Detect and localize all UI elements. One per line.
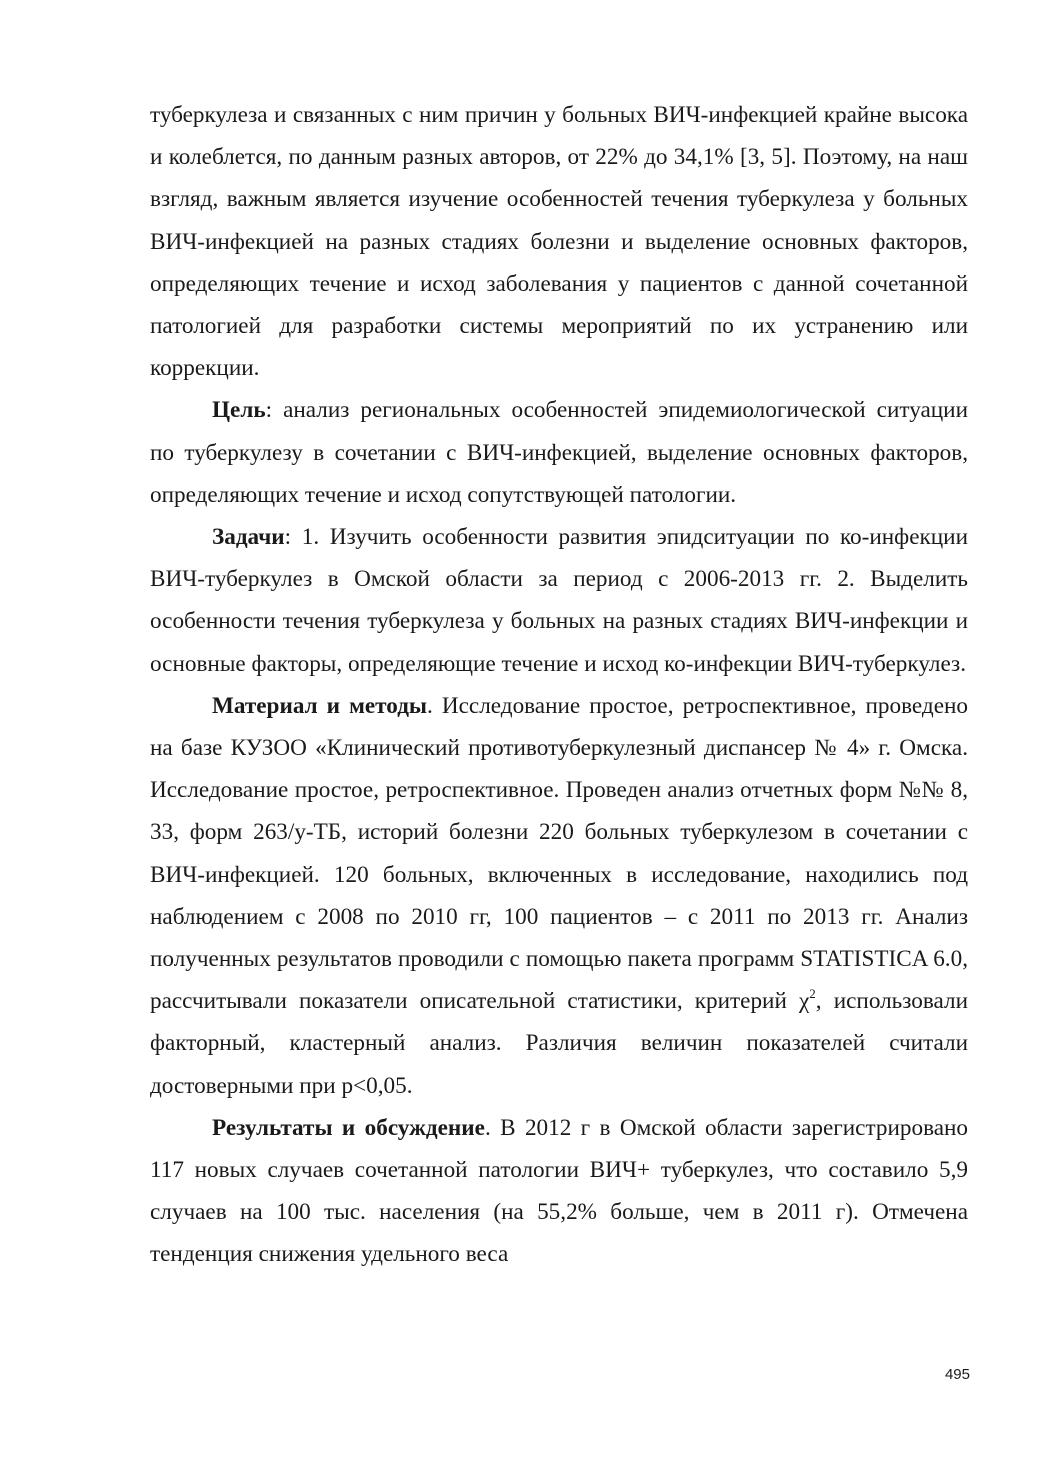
tasks-text: : 1. Изучить особенности развития эпидситуации по ко-инфекции ВИЧ-туберкулез в Омской области за период с 2006-2013 гг. 2. Выделить особенности течения туберкулеза у больных на разных стадиях ВИЧ-инфекции и основные факторы, определяющие течение и исход ко-инфекции ВИЧ-туберкулез. bbox=[150, 524, 968, 677]
methods-text-continued: , использовали факторный, кластерный анализ. Различия величин показателей считали достоверными при р<0,05. bbox=[150, 988, 968, 1099]
page-number: 495 bbox=[944, 1366, 970, 1383]
chi-superscript: 2 bbox=[809, 986, 816, 1002]
paragraph-methods bbox=[150, 685, 968, 1107]
paragraph-tasks bbox=[150, 516, 968, 685]
results-text: . В 2012 г в Омской области зарегистрировано 117 новых случаев сочетанной патологии ВИЧ+ туберкулез, что составило 5,9 случаев на 100 тыс. населения (на 55,2% больше, чем в 2011 г). Отмечена тенденция снижения удельного веса bbox=[150, 1114, 969, 1268]
goal-text: : анализ региональных особенностей эпидемиологической ситуации по туберкулезу в сочетании с ВИЧ-инфекцией, выделение основных факторов, определяющих течение и исход сопутствующей патологии. bbox=[150, 397, 968, 508]
results-heading: Результаты и обсуждение bbox=[212, 1114, 485, 1141]
document-body bbox=[150, 94, 968, 1276]
tasks-heading: Задачи bbox=[212, 524, 285, 551]
paragraph-goal bbox=[150, 389, 968, 516]
paragraph-results bbox=[150, 1107, 968, 1276]
methods-text: . Исследование простое, ретроспективное, проведено на базе КУЗОО «Клинический противотуберкулезный диспансер № 4» г. Омска. Исследование простое, ретроспективное. Проведен анализ отчетных форм №№ 8, 33, форм 263/у-ТБ, историй болезни 220 больных туберкулезом в сочетании с ВИЧ-инфекцией. 120 больных, включенных в исследование, находились под наблюдением с 2008 по 2010 гг, 100 пациентов – с 2011 по 2013 гг. Анализ полученных результатов проводили с помощью пакета программ STATISTICA 6.0, рассчитывали показатели описательной статистики, критерий bbox=[150, 692, 968, 1015]
goal-heading: Цель bbox=[212, 397, 266, 424]
paragraph-intro: туберкулеза и связанных с ним причин у больных ВИЧ-инфекцией крайне высока и колеблется, по данным разных авторов, от 22% до 34,1% [3, 5]. Поэтому, на наш взгляд, важным является изучение особенностей течения туберкулеза у больных ВИЧ-инфекцией на разных стадиях болезни и выделение основных факторов, определяющих течение и исход заболевания у пациентов с данной сочетанной патологией для разработки системы мероприятий по их устранению или коррекции. bbox=[150, 102, 968, 382]
methods-heading: Материал и методы bbox=[212, 692, 428, 719]
chi-symbol: χ bbox=[799, 988, 810, 1015]
